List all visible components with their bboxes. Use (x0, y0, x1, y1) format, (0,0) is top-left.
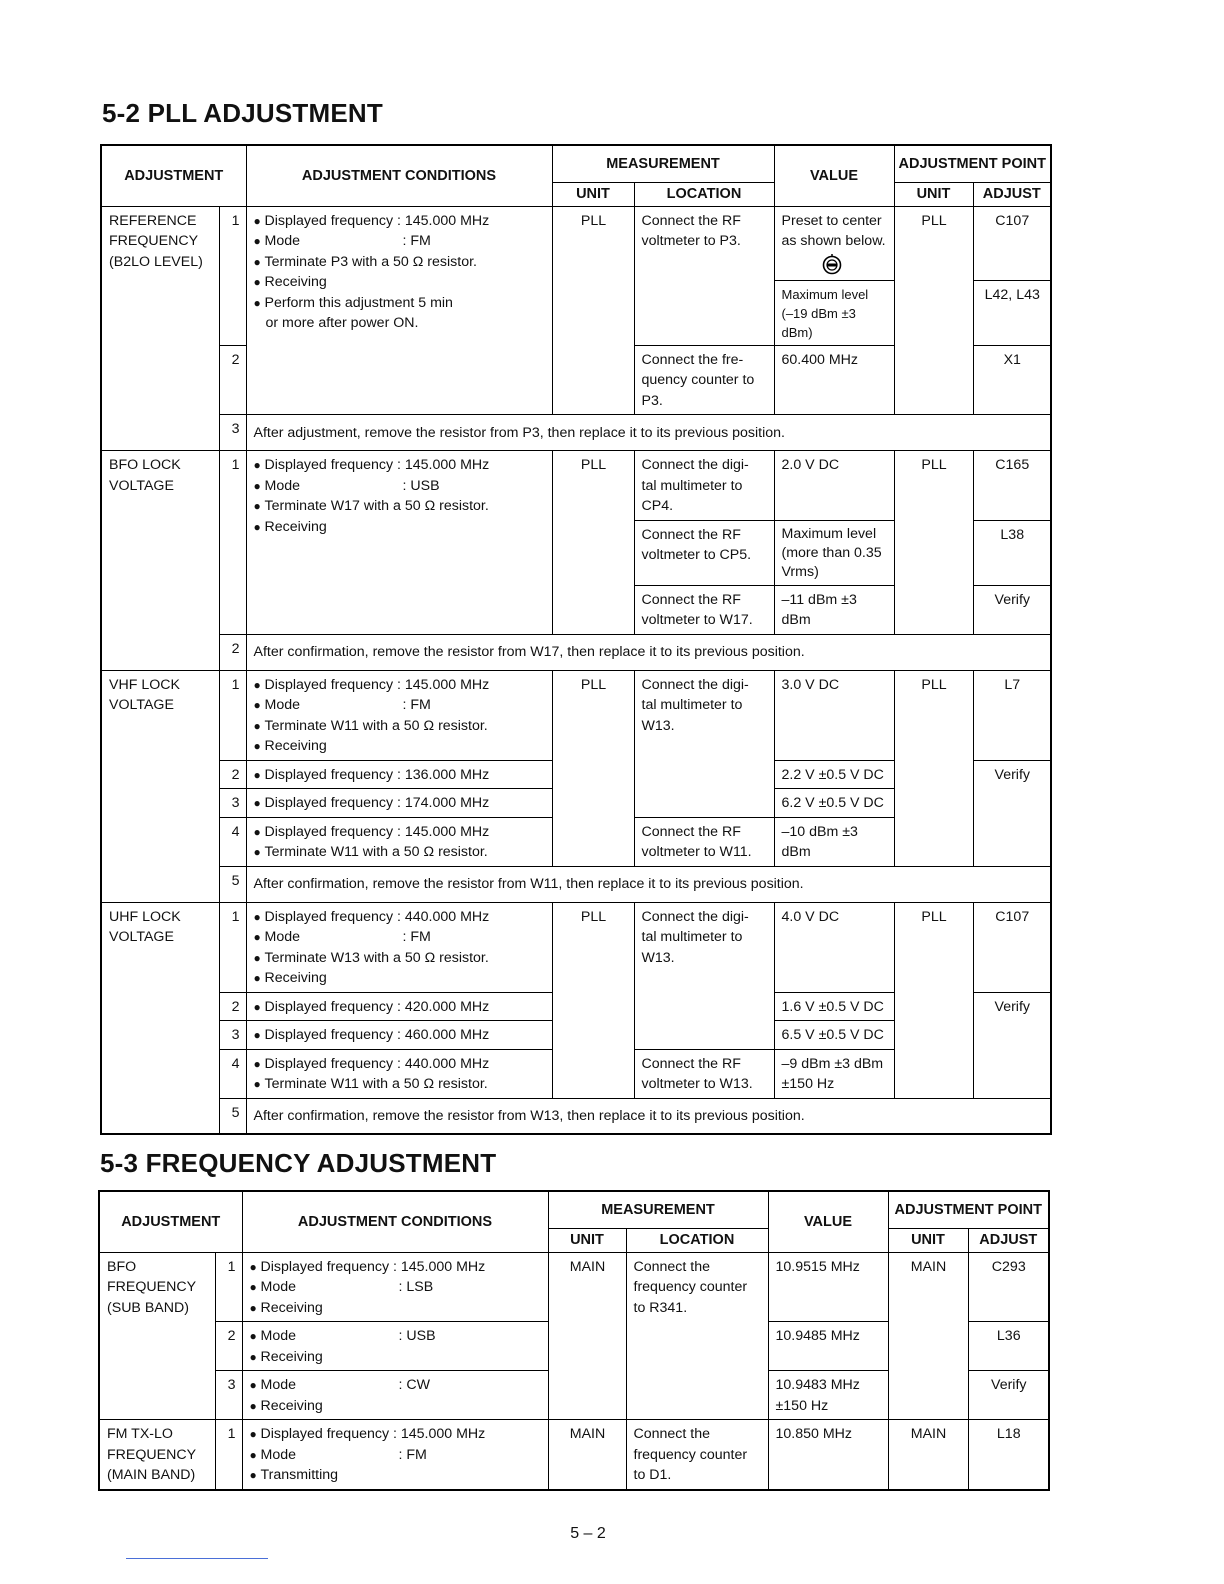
value: 3.0 V DC (774, 670, 894, 760)
adjustment-conditions: ● Displayed frequency : 145.000 MHz ● Mode : LSB ● Receiving (242, 1252, 548, 1322)
step-number: 1 (219, 206, 246, 345)
measurement-location: Connect the RF voltmeter to W13. (634, 1049, 774, 1098)
header-location: LOCATION (626, 1228, 768, 1252)
value: 10.9515 MHz (768, 1252, 888, 1322)
adjustment-conditions: ● Displayed frequency : 136.000 MHz (246, 760, 552, 789)
step-number: 5 (219, 866, 246, 902)
adjustment-name: FM TX-LO FREQUENCY (MAIN BAND) (99, 1420, 215, 1490)
step-number: 5 (219, 1098, 246, 1134)
header-measurement: MEASUREMENT (548, 1191, 768, 1228)
value: 10.9485 MHz (768, 1322, 888, 1371)
measurement-location: Connect the frequency counter to D1. (626, 1420, 768, 1490)
adjustment-point: Verify (973, 992, 1051, 1098)
measurement-location: Connect the fre- quency counter to P3. (634, 345, 774, 415)
value: 1.6 V ±0.5 V DC (774, 992, 894, 1021)
step-number: 3 (219, 789, 246, 818)
adjustment-point: L38 (973, 520, 1051, 585)
value: 2.0 V DC (774, 451, 894, 521)
measurement-location: Connect the digi- tal multimeter to W13. (634, 902, 774, 1049)
adjustment-point-unit: MAIN (888, 1420, 968, 1490)
adjustment-conditions: ● Displayed frequency : 145.000 MHz ● Mode : FM ● Transmitting (242, 1420, 548, 1490)
adjustment-point: Verify (968, 1371, 1049, 1420)
adjustment-point: C107 (973, 902, 1051, 992)
frequency-section-title: 5-3 FREQUENCY ADJUSTMENT (100, 1148, 497, 1178)
measurement-unit: PLL (552, 451, 634, 635)
header-point-unit: UNIT (894, 182, 973, 206)
step-number: 4 (219, 817, 246, 866)
value: 6.2 V ±0.5 V DC (774, 789, 894, 818)
header-unit: UNIT (552, 182, 634, 206)
adjustment-point-unit: PLL (894, 206, 973, 415)
header-adjust: ADJUST (968, 1228, 1049, 1252)
header-adjustment-point: ADJUSTMENT POINT (888, 1191, 1049, 1228)
value: –11 dBm ±3 dBm (774, 585, 894, 634)
adjustment-conditions: ● Displayed frequency : 460.000 MHz (246, 1021, 552, 1050)
pll-adjustment-table (100, 144, 1052, 1135)
adjustment-conditions: ● Displayed frequency : 440.000 MHz ● Terminate W11 with a 50 Ω resistor. (246, 1049, 552, 1098)
adjustment-point: Verify (973, 585, 1051, 634)
header-adjustment-point: ADJUSTMENT POINT (894, 145, 1051, 182)
measurement-location: Connect the RF voltmeter to P3. (634, 206, 774, 345)
adjustment-conditions: ● Displayed frequency : 420.000 MHz (246, 992, 552, 1021)
value: –10 dBm ±3 dBm (774, 817, 894, 866)
adjustment-point: C107 (973, 206, 1051, 280)
measurement-unit: MAIN (548, 1252, 626, 1420)
header-location: LOCATION (634, 182, 774, 206)
measurement-location: Connect the RF voltmeter to CP5. (634, 520, 774, 585)
adjustment-point: L42, L43 (973, 280, 1051, 345)
note-row: After confirmation, remove the resistor from W17, then replace it to its previous position. (246, 634, 1051, 670)
measurement-unit: MAIN (548, 1420, 626, 1490)
note-row: After confirmation, remove the resistor from W13, then replace it to its previous position. (246, 1098, 1051, 1134)
value: Maximum level (more than 0.35 Vrms) (774, 520, 894, 585)
adjustment-point-unit: PLL (894, 670, 973, 866)
footer-rule (126, 1558, 268, 1559)
step-number: 4 (219, 1049, 246, 1098)
adjustment-conditions: ● Mode : USB ● Receiving (242, 1322, 548, 1371)
header-point-unit: UNIT (888, 1228, 968, 1252)
value: –9 dBm ±3 dBm ±150 Hz (774, 1049, 894, 1098)
measurement-location: Connect the digi- tal multimeter to CP4. (634, 451, 774, 521)
measurement-location: Connect the frequency counter to R341. (626, 1252, 768, 1420)
value: 2.2 V ±0.5 V DC (774, 760, 894, 789)
value: 60.400 MHz (774, 345, 894, 415)
frequency-adjustment-table (98, 1190, 1050, 1491)
adjustment-point: X1 (973, 345, 1051, 415)
adjustment-name: BFO FREQUENCY (SUB BAND) (99, 1252, 215, 1420)
adjustment-point: C165 (973, 451, 1051, 521)
step-number: 2 (219, 345, 246, 415)
adjustment-point: L36 (968, 1322, 1049, 1371)
header-measurement: MEASUREMENT (552, 145, 774, 182)
note-row: After confirmation, remove the resistor from W11, then replace it to its previous position. (246, 866, 1051, 902)
adjustment-name: REFERENCE FREQUENCY (B2LO LEVEL) (101, 206, 219, 451)
adjustment-name: UHF LOCK VOLTAGE (101, 902, 219, 1134)
note-row: After adjustment, remove the resistor from P3, then replace it to its previous position. (246, 415, 1051, 451)
step-number: 2 (219, 992, 246, 1021)
header-value: VALUE (768, 1191, 888, 1252)
header-adjustment: ADJUSTMENT (99, 1191, 242, 1252)
adjustment-point-unit: PLL (894, 451, 973, 635)
adjustment-conditions: ● Displayed frequency : 174.000 MHz (246, 789, 552, 818)
measurement-unit: PLL (552, 902, 634, 1098)
value: 10.850 MHz (768, 1420, 888, 1490)
adjustment-conditions: ● Displayed frequency : 145.000 MHz ● Terminate W11 with a 50 Ω resistor. (246, 817, 552, 866)
header-adjust: ADJUST (973, 182, 1051, 206)
adjustment-point: Verify (973, 760, 1051, 866)
measurement-location: Connect the RF voltmeter to W17. (634, 585, 774, 634)
value: Preset to center as shown below. (774, 206, 894, 280)
adjustment-point-unit: PLL (894, 902, 973, 1098)
adjustment-conditions: ● Displayed frequency : 145.000 MHz ● Mode : USB ● Terminate W17 with a 50 Ω resistor. ● Receiving (246, 451, 552, 635)
measurement-location: Connect the RF voltmeter to W11. (634, 817, 774, 866)
step-number: 1 (219, 451, 246, 635)
adjustment-point: C293 (968, 1252, 1049, 1322)
value: Maximum level (–19 dBm ±3 dBm) (774, 280, 894, 345)
measurement-unit: PLL (552, 206, 634, 415)
step-number: 3 (219, 1021, 246, 1050)
trimmer-knob-icon (822, 254, 842, 276)
measurement-unit: PLL (552, 670, 634, 866)
step-number: 2 (219, 760, 246, 789)
value: 4.0 V DC (774, 902, 894, 992)
step-number: 2 (215, 1322, 242, 1371)
header-adjustment: ADJUSTMENT (101, 145, 246, 206)
step-number: 1 (215, 1420, 242, 1490)
adjustment-point-unit: MAIN (888, 1252, 968, 1420)
step-number: 2 (219, 634, 246, 670)
pll-section-title: 5-2 PLL ADJUSTMENT (102, 98, 383, 128)
step-number: 1 (215, 1252, 242, 1322)
step-number: 3 (215, 1371, 242, 1420)
adjustment-point: L18 (968, 1420, 1049, 1490)
header-unit: UNIT (548, 1228, 626, 1252)
adjustment-name: VHF LOCK VOLTAGE (101, 670, 219, 902)
adjustment-conditions: ● Displayed frequency : 145.000 MHz ● Mode : FM ● Terminate P3 with a 50 Ω resistor. ● Receiving ● Perform this adjustment 5 min or more after power ON. (246, 206, 552, 415)
adjustment-point: L7 (973, 670, 1051, 760)
adjustment-name: BFO LOCK VOLTAGE (101, 451, 219, 671)
adjustment-conditions: ● Displayed frequency : 440.000 MHz ● Mode : FM ● Terminate W13 with a 50 Ω resistor. ● Receiving (246, 902, 552, 992)
value: 6.5 V ±0.5 V DC (774, 1021, 894, 1050)
header-conditions: ADJUSTMENT CONDITIONS (246, 145, 552, 206)
step-number: 1 (219, 670, 246, 760)
value: 10.9483 MHz ±150 Hz (768, 1371, 888, 1420)
page-number: 5 – 2 (570, 1525, 606, 1542)
step-number: 1 (219, 902, 246, 992)
measurement-location: Connect the digi- tal multimeter to W13. (634, 670, 774, 817)
header-value: VALUE (774, 145, 894, 206)
adjustment-conditions: ● Displayed frequency : 145.000 MHz ● Mode : FM ● Terminate W11 with a 50 Ω resistor. ● Receiving (246, 670, 552, 760)
step-number: 3 (219, 415, 246, 451)
adjustment-conditions: ● Mode : CW ● Receiving (242, 1371, 548, 1420)
header-conditions: ADJUSTMENT CONDITIONS (242, 1191, 548, 1252)
